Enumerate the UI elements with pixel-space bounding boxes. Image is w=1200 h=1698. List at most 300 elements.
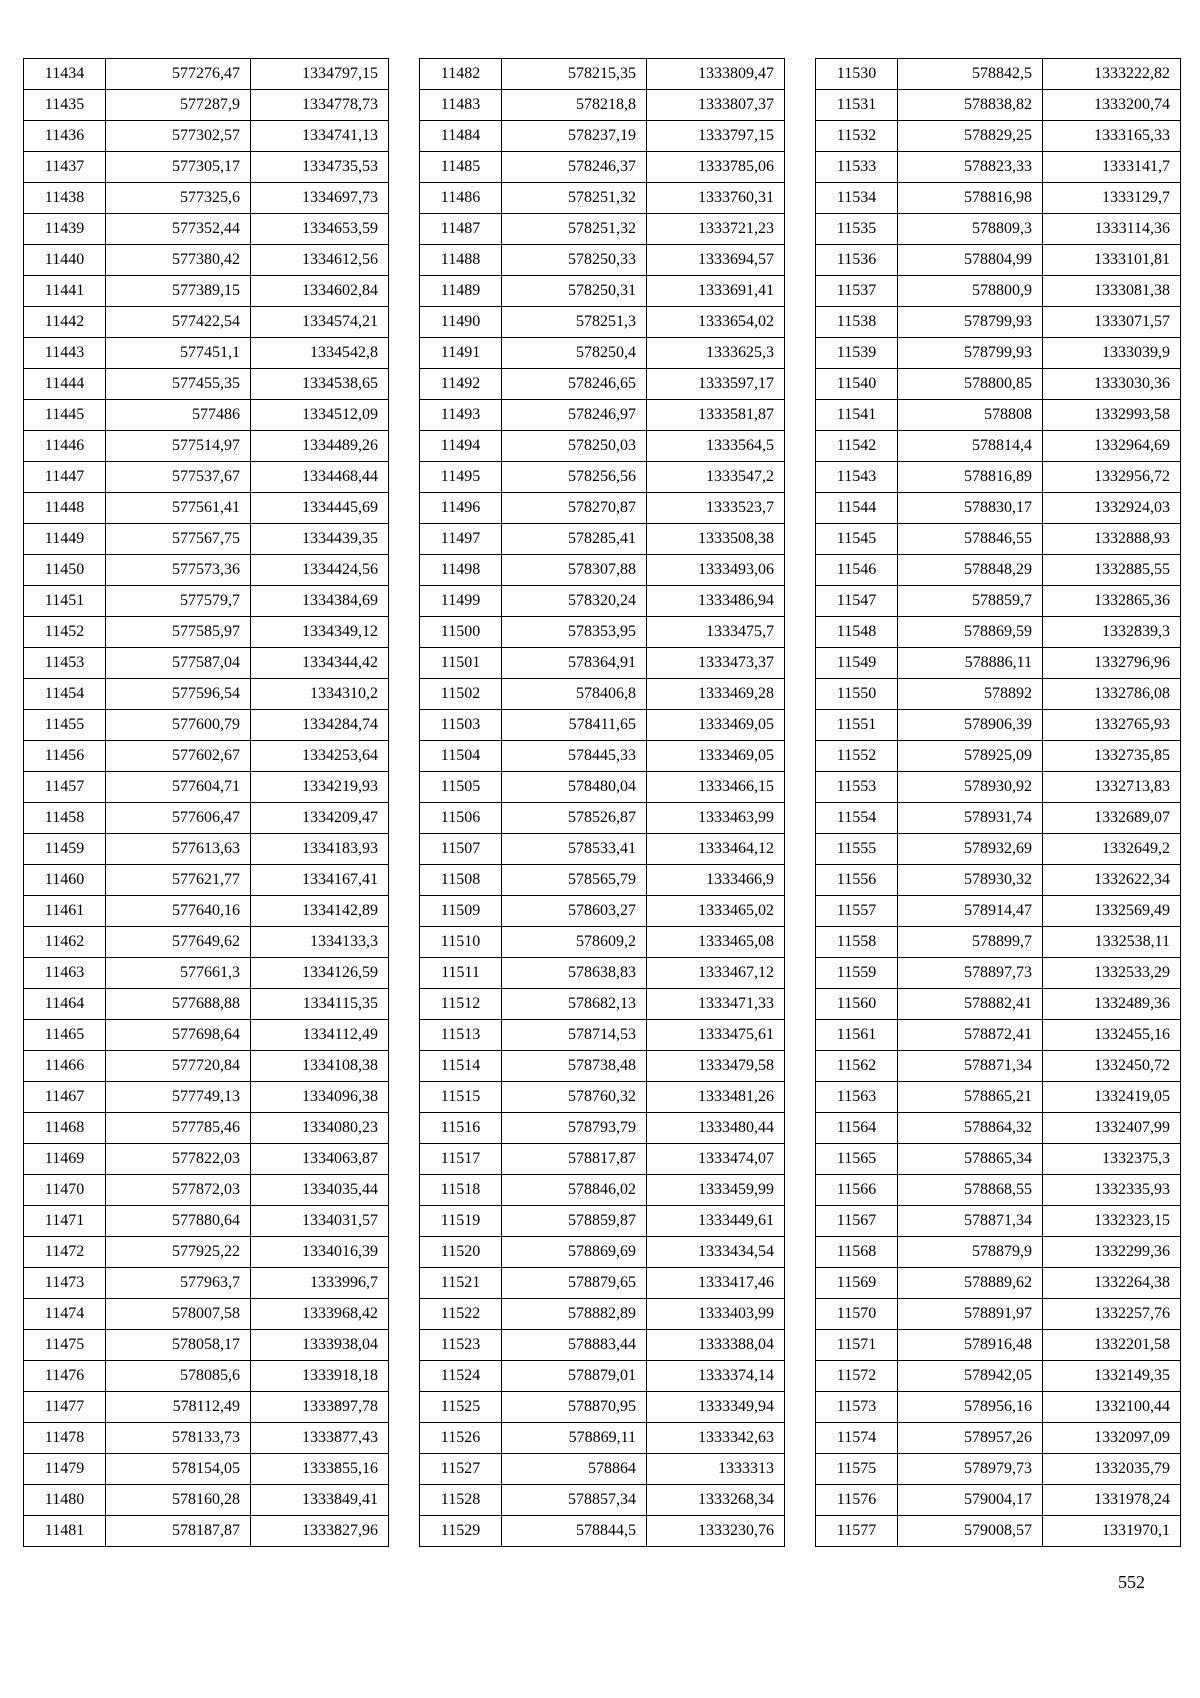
table-row [420,865,785,896]
table-body [816,59,1181,1547]
y-coordinate-cell: 1331978,24 [1043,1485,1181,1516]
x-coordinate-cell: 577455,35 [106,369,251,400]
x-coordinate-cell: 578480,04 [502,772,647,803]
y-coordinate-cell: 1334349,12 [251,617,389,648]
point-number-cell: 11504 [420,741,502,772]
y-coordinate-cell: 1334439,35 [251,524,389,555]
table-row [24,989,389,1020]
table-row [816,338,1181,369]
point-number-cell: 11537 [816,276,898,307]
x-coordinate-cell: 577380,42 [106,245,251,276]
point-number-cell: 11523 [420,1330,502,1361]
y-coordinate-cell: 1332735,85 [1043,741,1181,772]
x-coordinate-cell: 578864 [502,1454,647,1485]
y-coordinate-cell: 1332419,05 [1043,1082,1181,1113]
x-coordinate-cell: 578882,89 [502,1299,647,1330]
y-coordinate-cell: 1332993,58 [1043,400,1181,431]
x-coordinate-cell: 577720,84 [106,1051,251,1082]
table-row [420,1423,785,1454]
y-coordinate-cell: 1334310,2 [251,679,389,710]
table-row [420,493,785,524]
y-coordinate-cell: 1334735,53 [251,152,389,183]
point-number-cell: 11535 [816,214,898,245]
x-coordinate-cell: 578809,3 [898,214,1043,245]
point-number-cell: 11477 [24,1392,106,1423]
table-row [24,307,389,338]
x-coordinate-cell: 577486 [106,400,251,431]
table-row [24,1237,389,1268]
table-row [24,400,389,431]
table-row [420,462,785,493]
x-coordinate-cell: 578882,41 [898,989,1043,1020]
x-coordinate-cell: 578871,34 [898,1051,1043,1082]
y-coordinate-cell: 1332533,29 [1043,958,1181,989]
x-coordinate-cell: 577579,7 [106,586,251,617]
y-coordinate-cell: 1334209,47 [251,803,389,834]
x-coordinate-cell: 578848,29 [898,555,1043,586]
table-row [420,369,785,400]
x-coordinate-cell: 578270,87 [502,493,647,524]
table-row [420,834,785,865]
x-coordinate-cell: 578846,02 [502,1175,647,1206]
point-number-cell: 11528 [420,1485,502,1516]
x-coordinate-cell: 578830,17 [898,493,1043,524]
table-row [24,1268,389,1299]
table-row [420,1051,785,1082]
y-coordinate-cell: 1334133,3 [251,927,389,958]
point-number-cell: 11491 [420,338,502,369]
x-coordinate-cell: 578085,6 [106,1361,251,1392]
point-number-cell: 11502 [420,679,502,710]
table-row [420,989,785,1020]
table-row [420,1113,785,1144]
point-number-cell: 11567 [816,1206,898,1237]
x-coordinate-cell: 577661,3 [106,958,251,989]
y-coordinate-cell: 1332335,93 [1043,1175,1181,1206]
point-number-cell: 11470 [24,1175,106,1206]
x-coordinate-cell: 578871,34 [898,1206,1043,1237]
table-row [816,1144,1181,1175]
point-number-cell: 11562 [816,1051,898,1082]
y-coordinate-cell: 1333918,18 [251,1361,389,1392]
y-coordinate-cell: 1332885,55 [1043,555,1181,586]
x-coordinate-cell: 578250,31 [502,276,647,307]
table-row [816,183,1181,214]
point-number-cell: 11472 [24,1237,106,1268]
y-coordinate-cell: 1334653,59 [251,214,389,245]
point-number-cell: 11474 [24,1299,106,1330]
x-coordinate-cell: 577963,7 [106,1268,251,1299]
y-coordinate-cell: 1333855,16 [251,1454,389,1485]
point-number-cell: 11458 [24,803,106,834]
point-number-cell: 11451 [24,586,106,617]
table-row [420,896,785,927]
point-number-cell: 11464 [24,989,106,1020]
point-number-cell: 11560 [816,989,898,1020]
table-row [816,1361,1181,1392]
x-coordinate-cell: 578218,8 [502,90,647,121]
point-number-cell: 11570 [816,1299,898,1330]
x-coordinate-cell: 578406,8 [502,679,647,710]
table-row [24,710,389,741]
table-row [420,1516,785,1547]
point-number-cell: 11568 [816,1237,898,1268]
table-row [24,1144,389,1175]
point-number-cell: 11529 [420,1516,502,1547]
table-row [420,679,785,710]
page-number: 552 [1118,1572,1145,1592]
table-row [24,555,389,586]
table-row [816,1113,1181,1144]
table-row [24,803,389,834]
table-row [420,1144,785,1175]
y-coordinate-cell: 1333564,5 [647,431,785,462]
x-coordinate-cell: 578846,55 [898,524,1043,555]
table-row [24,276,389,307]
table-row [420,276,785,307]
point-number-cell: 11436 [24,121,106,152]
x-coordinate-cell: 578883,44 [502,1330,647,1361]
x-coordinate-cell: 578842,5 [898,59,1043,90]
point-number-cell: 11515 [420,1082,502,1113]
x-coordinate-cell: 578307,88 [502,555,647,586]
y-coordinate-cell: 1334612,56 [251,245,389,276]
x-coordinate-cell: 577451,1 [106,338,251,369]
x-coordinate-cell: 577573,36 [106,555,251,586]
y-coordinate-cell: 1334512,09 [251,400,389,431]
y-coordinate-cell: 1334538,65 [251,369,389,400]
x-coordinate-cell: 578237,19 [502,121,647,152]
y-coordinate-cell: 1333039,9 [1043,338,1181,369]
point-number-cell: 11446 [24,431,106,462]
table-row [816,1299,1181,1330]
y-coordinate-cell: 1333785,06 [647,152,785,183]
y-coordinate-cell: 1333827,96 [251,1516,389,1547]
y-coordinate-cell: 1333466,9 [647,865,785,896]
point-number-cell: 11467 [24,1082,106,1113]
x-coordinate-cell: 578800,85 [898,369,1043,400]
x-coordinate-cell: 577621,77 [106,865,251,896]
x-coordinate-cell: 577602,67 [106,741,251,772]
point-number-cell: 11463 [24,958,106,989]
table-row [420,121,785,152]
point-number-cell: 11480 [24,1485,106,1516]
point-number-cell: 11510 [420,927,502,958]
table-row [24,1454,389,1485]
y-coordinate-cell: 1334797,15 [251,59,389,90]
x-coordinate-cell: 577925,22 [106,1237,251,1268]
table-row [816,1237,1181,1268]
point-number-cell: 11442 [24,307,106,338]
point-number-cell: 11481 [24,1516,106,1547]
y-coordinate-cell: 1334219,93 [251,772,389,803]
point-number-cell: 11575 [816,1454,898,1485]
table-row [816,710,1181,741]
table-row [420,803,785,834]
point-number-cell: 11500 [420,617,502,648]
y-coordinate-cell: 1333473,37 [647,648,785,679]
point-number-cell: 11483 [420,90,502,121]
table-row [420,1268,785,1299]
y-coordinate-cell: 1333897,78 [251,1392,389,1423]
y-coordinate-cell: 1334344,42 [251,648,389,679]
point-number-cell: 11520 [420,1237,502,1268]
table-row [816,1392,1181,1423]
point-number-cell: 11468 [24,1113,106,1144]
y-coordinate-cell: 1333465,02 [647,896,785,927]
x-coordinate-cell: 578411,65 [502,710,647,741]
point-number-cell: 11543 [816,462,898,493]
point-number-cell: 11555 [816,834,898,865]
y-coordinate-cell: 1334384,69 [251,586,389,617]
point-number-cell: 11478 [24,1423,106,1454]
y-coordinate-cell: 1332839,3 [1043,617,1181,648]
x-coordinate-cell: 577822,03 [106,1144,251,1175]
table-row [24,896,389,927]
y-coordinate-cell: 1334167,41 [251,865,389,896]
point-number-cell: 11454 [24,679,106,710]
y-coordinate-cell: 1334489,26 [251,431,389,462]
table-row [24,1206,389,1237]
x-coordinate-cell: 578565,79 [502,865,647,896]
point-number-cell: 11557 [816,896,898,927]
x-coordinate-cell: 577567,75 [106,524,251,555]
table-row [24,617,389,648]
y-coordinate-cell: 1332622,34 [1043,865,1181,896]
x-coordinate-cell: 578844,5 [502,1516,647,1547]
x-coordinate-cell: 578914,47 [898,896,1043,927]
coordinate-table-1 [23,58,389,1547]
table-row [24,741,389,772]
point-number-cell: 11439 [24,214,106,245]
table-row [420,1485,785,1516]
table-row [816,1423,1181,1454]
table-row [24,90,389,121]
point-number-cell: 11494 [420,431,502,462]
table-row [420,1299,785,1330]
point-number-cell: 11497 [420,524,502,555]
point-number-cell: 11531 [816,90,898,121]
table-row [816,865,1181,896]
point-number-cell: 11556 [816,865,898,896]
point-number-cell: 11541 [816,400,898,431]
point-number-cell: 11445 [24,400,106,431]
x-coordinate-cell: 578865,34 [898,1144,1043,1175]
table-row [420,400,785,431]
y-coordinate-cell: 1333465,08 [647,927,785,958]
y-coordinate-cell: 1333523,7 [647,493,785,524]
y-coordinate-cell: 1332299,36 [1043,1237,1181,1268]
y-coordinate-cell: 1334574,21 [251,307,389,338]
y-coordinate-cell: 1332713,83 [1043,772,1181,803]
y-coordinate-cell: 1333165,33 [1043,121,1181,152]
point-number-cell: 11438 [24,183,106,214]
point-number-cell: 11513 [420,1020,502,1051]
x-coordinate-cell: 578892 [898,679,1043,710]
y-coordinate-cell: 1334424,56 [251,555,389,586]
y-coordinate-cell: 1333129,7 [1043,183,1181,214]
x-coordinate-cell: 578364,91 [502,648,647,679]
table-row [816,741,1181,772]
y-coordinate-cell: 1333474,07 [647,1144,785,1175]
point-number-cell: 11492 [420,369,502,400]
x-coordinate-cell: 578869,11 [502,1423,647,1454]
x-coordinate-cell: 578682,13 [502,989,647,1020]
table-row [816,1082,1181,1113]
table-body [420,59,785,1547]
point-number-cell: 11498 [420,555,502,586]
y-coordinate-cell: 1332100,44 [1043,1392,1181,1423]
x-coordinate-cell: 578533,41 [502,834,647,865]
y-coordinate-cell: 1333374,14 [647,1361,785,1392]
point-number-cell: 11545 [816,524,898,555]
table-row [816,617,1181,648]
point-number-cell: 11522 [420,1299,502,1330]
x-coordinate-cell: 578930,92 [898,772,1043,803]
x-coordinate-cell: 578638,83 [502,958,647,989]
x-coordinate-cell: 578859,87 [502,1206,647,1237]
y-coordinate-cell: 1332407,99 [1043,1113,1181,1144]
y-coordinate-cell: 1333480,44 [647,1113,785,1144]
x-coordinate-cell: 579008,57 [898,1516,1043,1547]
table-row [420,1175,785,1206]
y-coordinate-cell: 1332257,76 [1043,1299,1181,1330]
x-coordinate-cell: 578816,89 [898,462,1043,493]
point-number-cell: 11488 [420,245,502,276]
x-coordinate-cell: 578714,53 [502,1020,647,1051]
coordinate-table-2 [419,58,785,1547]
table-row [816,1051,1181,1082]
point-number-cell: 11576 [816,1485,898,1516]
y-coordinate-cell: 1333222,82 [1043,59,1181,90]
point-number-cell: 11507 [420,834,502,865]
point-number-cell: 11540 [816,369,898,400]
x-coordinate-cell: 577352,44 [106,214,251,245]
y-coordinate-cell: 1333581,87 [647,400,785,431]
x-coordinate-cell: 578899,7 [898,927,1043,958]
x-coordinate-cell: 578979,73 [898,1454,1043,1485]
table-row [816,1206,1181,1237]
table-row [816,927,1181,958]
y-coordinate-cell: 1334741,13 [251,121,389,152]
point-number-cell: 11571 [816,1330,898,1361]
y-coordinate-cell: 1333469,05 [647,741,785,772]
y-coordinate-cell: 1334468,44 [251,462,389,493]
point-number-cell: 11559 [816,958,898,989]
x-coordinate-cell: 578956,16 [898,1392,1043,1423]
point-number-cell: 11539 [816,338,898,369]
y-coordinate-cell: 1333434,54 [647,1237,785,1268]
x-coordinate-cell: 577613,63 [106,834,251,865]
table-row [816,90,1181,121]
x-coordinate-cell: 577302,57 [106,121,251,152]
x-coordinate-cell: 577389,15 [106,276,251,307]
x-coordinate-cell: 577649,62 [106,927,251,958]
y-coordinate-cell: 1333200,74 [1043,90,1181,121]
x-coordinate-cell: 577325,6 [106,183,251,214]
x-coordinate-cell: 578879,65 [502,1268,647,1299]
y-coordinate-cell: 1334697,73 [251,183,389,214]
x-coordinate-cell: 578799,93 [898,307,1043,338]
point-number-cell: 11524 [420,1361,502,1392]
y-coordinate-cell: 1334126,59 [251,958,389,989]
table-row [816,121,1181,152]
point-number-cell: 11564 [816,1113,898,1144]
y-coordinate-cell: 1333508,38 [647,524,785,555]
y-coordinate-cell: 1334112,49 [251,1020,389,1051]
table-row [816,896,1181,927]
y-coordinate-cell: 1333807,37 [647,90,785,121]
point-number-cell: 11506 [420,803,502,834]
y-coordinate-cell: 1333475,7 [647,617,785,648]
y-coordinate-cell: 1334080,23 [251,1113,389,1144]
point-number-cell: 11538 [816,307,898,338]
y-coordinate-cell: 1333141,7 [1043,152,1181,183]
point-number-cell: 11511 [420,958,502,989]
y-coordinate-cell: 1334778,73 [251,90,389,121]
table-row [24,524,389,555]
x-coordinate-cell: 577604,71 [106,772,251,803]
table-row [816,245,1181,276]
table-row [24,152,389,183]
point-number-cell: 11514 [420,1051,502,1082]
point-number-cell: 11509 [420,896,502,927]
x-coordinate-cell: 578215,35 [502,59,647,90]
y-coordinate-cell: 1332689,07 [1043,803,1181,834]
point-number-cell: 11565 [816,1144,898,1175]
y-coordinate-cell: 1333877,43 [251,1423,389,1454]
point-number-cell: 11476 [24,1361,106,1392]
point-number-cell: 11456 [24,741,106,772]
y-coordinate-cell: 1333467,12 [647,958,785,989]
x-coordinate-cell: 578859,7 [898,586,1043,617]
y-coordinate-cell: 1333459,99 [647,1175,785,1206]
y-coordinate-cell: 1332956,72 [1043,462,1181,493]
x-coordinate-cell: 577600,79 [106,710,251,741]
table-row [24,648,389,679]
table-row [24,1423,389,1454]
table-row [816,989,1181,1020]
x-coordinate-cell: 578897,73 [898,958,1043,989]
y-coordinate-cell: 1334253,64 [251,741,389,772]
point-number-cell: 11448 [24,493,106,524]
point-number-cell: 11441 [24,276,106,307]
point-number-cell: 11546 [816,555,898,586]
x-coordinate-cell: 577422,54 [106,307,251,338]
y-coordinate-cell: 1333493,06 [647,555,785,586]
x-coordinate-cell: 577640,16 [106,896,251,927]
x-coordinate-cell: 578932,69 [898,834,1043,865]
table-row [24,1485,389,1516]
y-coordinate-cell: 1333486,94 [647,586,785,617]
table-row [24,927,389,958]
x-coordinate-cell: 578869,59 [898,617,1043,648]
x-coordinate-cell: 577606,47 [106,803,251,834]
point-number-cell: 11517 [420,1144,502,1175]
y-coordinate-cell: 1332924,03 [1043,493,1181,524]
x-coordinate-cell: 578916,48 [898,1330,1043,1361]
point-number-cell: 11518 [420,1175,502,1206]
x-coordinate-cell: 578814,4 [898,431,1043,462]
y-coordinate-cell: 1333469,28 [647,679,785,710]
table-row [816,679,1181,710]
x-coordinate-cell: 578251,3 [502,307,647,338]
point-number-cell: 11479 [24,1454,106,1485]
y-coordinate-cell: 1334284,74 [251,710,389,741]
point-number-cell: 11461 [24,896,106,927]
table-row [420,741,785,772]
point-number-cell: 11521 [420,1268,502,1299]
